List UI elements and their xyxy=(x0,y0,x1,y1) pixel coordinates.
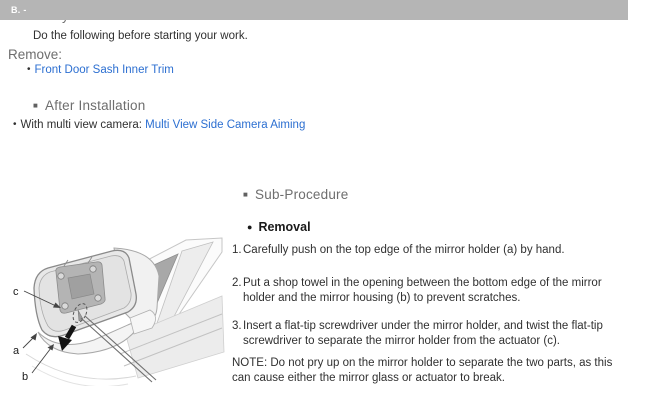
callout-label-b: b xyxy=(22,371,29,383)
mirror-removal-illustration xyxy=(8,236,228,386)
remove-list-item xyxy=(27,64,174,76)
step-number: 3. xyxy=(232,320,242,332)
key-information-intro: Do the following before starting your work. xyxy=(33,30,248,42)
door-contour-line xyxy=(32,366,128,386)
front-door-sash-inner-trim-link[interactable]: Front Door Sash Inner Trim xyxy=(34,64,174,76)
actuator-screw xyxy=(58,273,64,279)
after-installation-prefix: With multi view camera: xyxy=(20,119,146,131)
multi-view-side-camera-aiming-link[interactable]: Multi View Side Camera Aiming xyxy=(145,119,306,131)
step-text: Carefully push on the top edge of the mirror holder (a) by hand. xyxy=(243,244,565,256)
actuator-screw xyxy=(62,303,68,309)
sub-procedure-heading xyxy=(243,187,348,202)
door-contour-line xyxy=(26,354,136,379)
section-bar-label: B. - xyxy=(11,5,27,15)
square-bullet-icon: ■ xyxy=(243,190,249,199)
procedure-step-1 xyxy=(232,243,622,258)
procedure-step-2 xyxy=(232,276,622,306)
section-bar xyxy=(0,0,628,20)
callout-label-a: a xyxy=(13,345,20,357)
after-installation-title: After Installation xyxy=(45,98,146,113)
after-installation-heading xyxy=(33,98,145,113)
step-number: 2. xyxy=(232,277,242,289)
removal-title: Removal xyxy=(258,220,311,234)
step-number: 1. xyxy=(232,244,242,256)
actuator-screw xyxy=(95,295,101,301)
dot-bullet-icon: • xyxy=(13,119,17,130)
sub-procedure-title: Sub-Procedure xyxy=(255,187,349,202)
removal-heading xyxy=(247,220,311,234)
procedure-note: NOTE: Do not pry up on the mirror holder to separate the two parts, as this can cause either the mirror glass or actuator to break. xyxy=(232,357,613,384)
circle-bullet-icon: ● xyxy=(247,222,253,232)
remove-label: Remove: xyxy=(8,47,63,62)
square-bullet-icon: ■ xyxy=(33,101,39,110)
after-installation-item xyxy=(13,119,305,131)
dot-bullet-icon: • xyxy=(27,64,31,75)
callout-label-c: c xyxy=(13,286,19,298)
mirror-removal-figure xyxy=(8,236,228,391)
step-text: Insert a flat-tip screwdriver under the mirror holder, and twist the flat-tip screwdriver to separate the mirror holder from the actuator (c). xyxy=(243,320,603,347)
procedure-step-3 xyxy=(232,319,622,349)
step-text: Put a shop towel in the opening between the bottom edge of the mirror holder and the mirror housing (b) to prevent scratches. xyxy=(243,277,602,304)
actuator-screw xyxy=(90,266,96,272)
